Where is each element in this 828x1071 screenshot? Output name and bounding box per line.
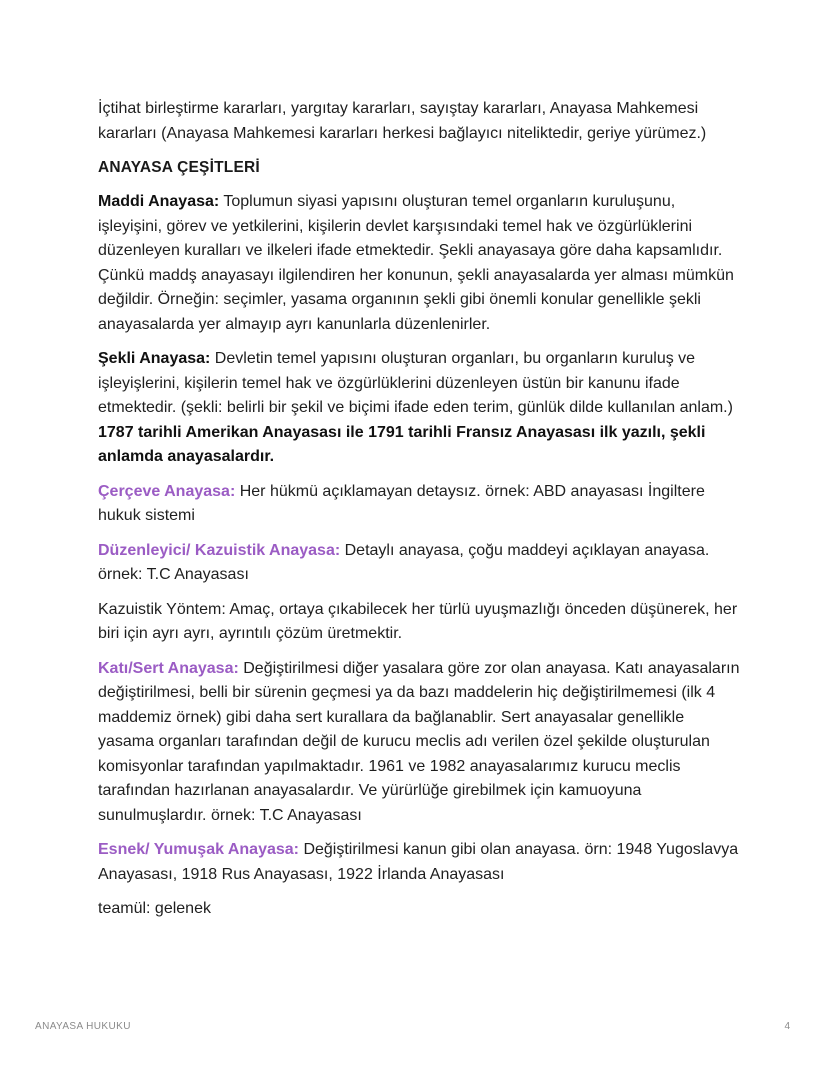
intro-paragraph: İçtihat birleştirme kararları, yargıtay kararları, sayıştay kararları, Anayasa Mahkemesi kararları (Anayasa Mahkemesi kararları herkesi bağlayıcı niteliktedir, geriye yürümez.) [98, 100, 707, 142]
page-number: 4 [784, 1021, 790, 1032]
esnek-anayasa-paragraph [98, 838, 740, 887]
cerceve-anayasa-paragraph [98, 480, 740, 529]
cerceve-anayasa-term: Çerçeve Anayasa: [98, 482, 236, 500]
sekli-anayasa-bold-note: 1787 tarihli Amerikan Anayasası ile 1791 tarihli Fransız Anayasası ilk yazılı, şekli anlamda anayasalardır. [98, 423, 706, 465]
kati-anayasa-paragraph [98, 657, 740, 829]
sekli-anayasa-term: Şekli Anayasa: [98, 350, 211, 367]
kazuistik-yontem-paragraph: Kazuistik Yöntem: Amaç, ortaya çıkabilecek her türlü uyuşmazlığı önceden düşünerek, her biri için ayrı ayrı, ayrıntılı çözüm üretmektir. [98, 600, 738, 642]
esnek-anayasa-term: Esnek/ Yumuşak Anayasa: [98, 841, 299, 858]
section-heading: ANAYASA ÇEŞİTLERİ [98, 159, 260, 176]
duzenleyici-anayasa-term: Düzenleyici/ Kazuistik Anayasa: [98, 541, 341, 559]
duzenleyici-anayasa-text: Detaylı anayasa, çoğu maddeyi açıklayan anayasa. örnek: T.C Anayasası [98, 541, 710, 583]
sekli-anayasa-text: Devletin temel yapısını oluşturan organları, bu organların kuruluş ve işleyişlerini, kişilerin temel hak ve özgürlüklerini düzenleyen üstün bir kanunu ifade etmektedir. (şekli: belirli bir şekil ve biçimi ifade eden terim, günlük dilde kullanılan anlam.) [98, 350, 733, 416]
esnek-anayasa-text: Değiştirilmesi kanun gibi olan anayasa. örn: 1948 Yugoslavya Anayasası, 1918 Rus Anayasası, 1922 İrlanda Anayasası [98, 841, 739, 883]
footer-title: ANAYASA HUKUKU [35, 1021, 131, 1032]
maddi-anayasa-term: Maddi Anayasa: [98, 193, 220, 210]
duzenleyici-anayasa-paragraph [98, 539, 740, 588]
page-content [98, 97, 740, 932]
sekli-anayasa-paragraph [98, 347, 740, 470]
kati-anayasa-text: Değiştirilmesi diğer yasalara göre zor olan anayasa. Katı anayasaların değiştirilmesi, belli bir sürenin geçmesi ya da bazı maddelerin hiç değiştirilmemesi (ilk 4 maddemiz örnek) gibi daha sert kurallara da bağlanablir. Sert anayasalar genellikle yasama organları tarafından değil de kurucu meclis adı verilen özel şekilde oluşturulan komisyonlar tarafından yapılmaktadır. 1961 ve 1982 anayasalarımız kurucu meclis tarafından hazırlanan anayasalardır. Ve yürürlüğe girebilmek için kamuoyuna sunulmuşlardır. örnek: T.C Anayasası [98, 659, 740, 824]
maddi-anayasa-text: Toplumun siyasi yapısını oluşturan temel organların kuruluşunu, işleyişini, görev ve yetkilerini, kişilerin devlet karşısındaki temel hak ve özgürlüklerini düzenleyen kuralları ve ilkeleri ifade etmektedir. Şekli anayasaya göre daha kapsamlıdır. Çünkü maddş anayasayı ilgilendiren her konunun, şekli anayasalarda yer alması mümkün değildir. Örneğin: seçimler, yasama organının şekli gibi önemli konular genellikle şekli anayasalarda yer almayıp ayrı kanunlarla düzenlenirler. [98, 193, 734, 333]
cerceve-anayasa-text: Her hükmü açıklamayan detaysız. örnek: ABD anayasası İngiltere hukuk sistemi [98, 482, 705, 524]
teamul-paragraph: teamül: gelenek [98, 900, 211, 917]
maddi-anayasa-paragraph [98, 190, 740, 337]
kati-anayasa-term: Katı/Sert Anayasa: [98, 659, 239, 677]
